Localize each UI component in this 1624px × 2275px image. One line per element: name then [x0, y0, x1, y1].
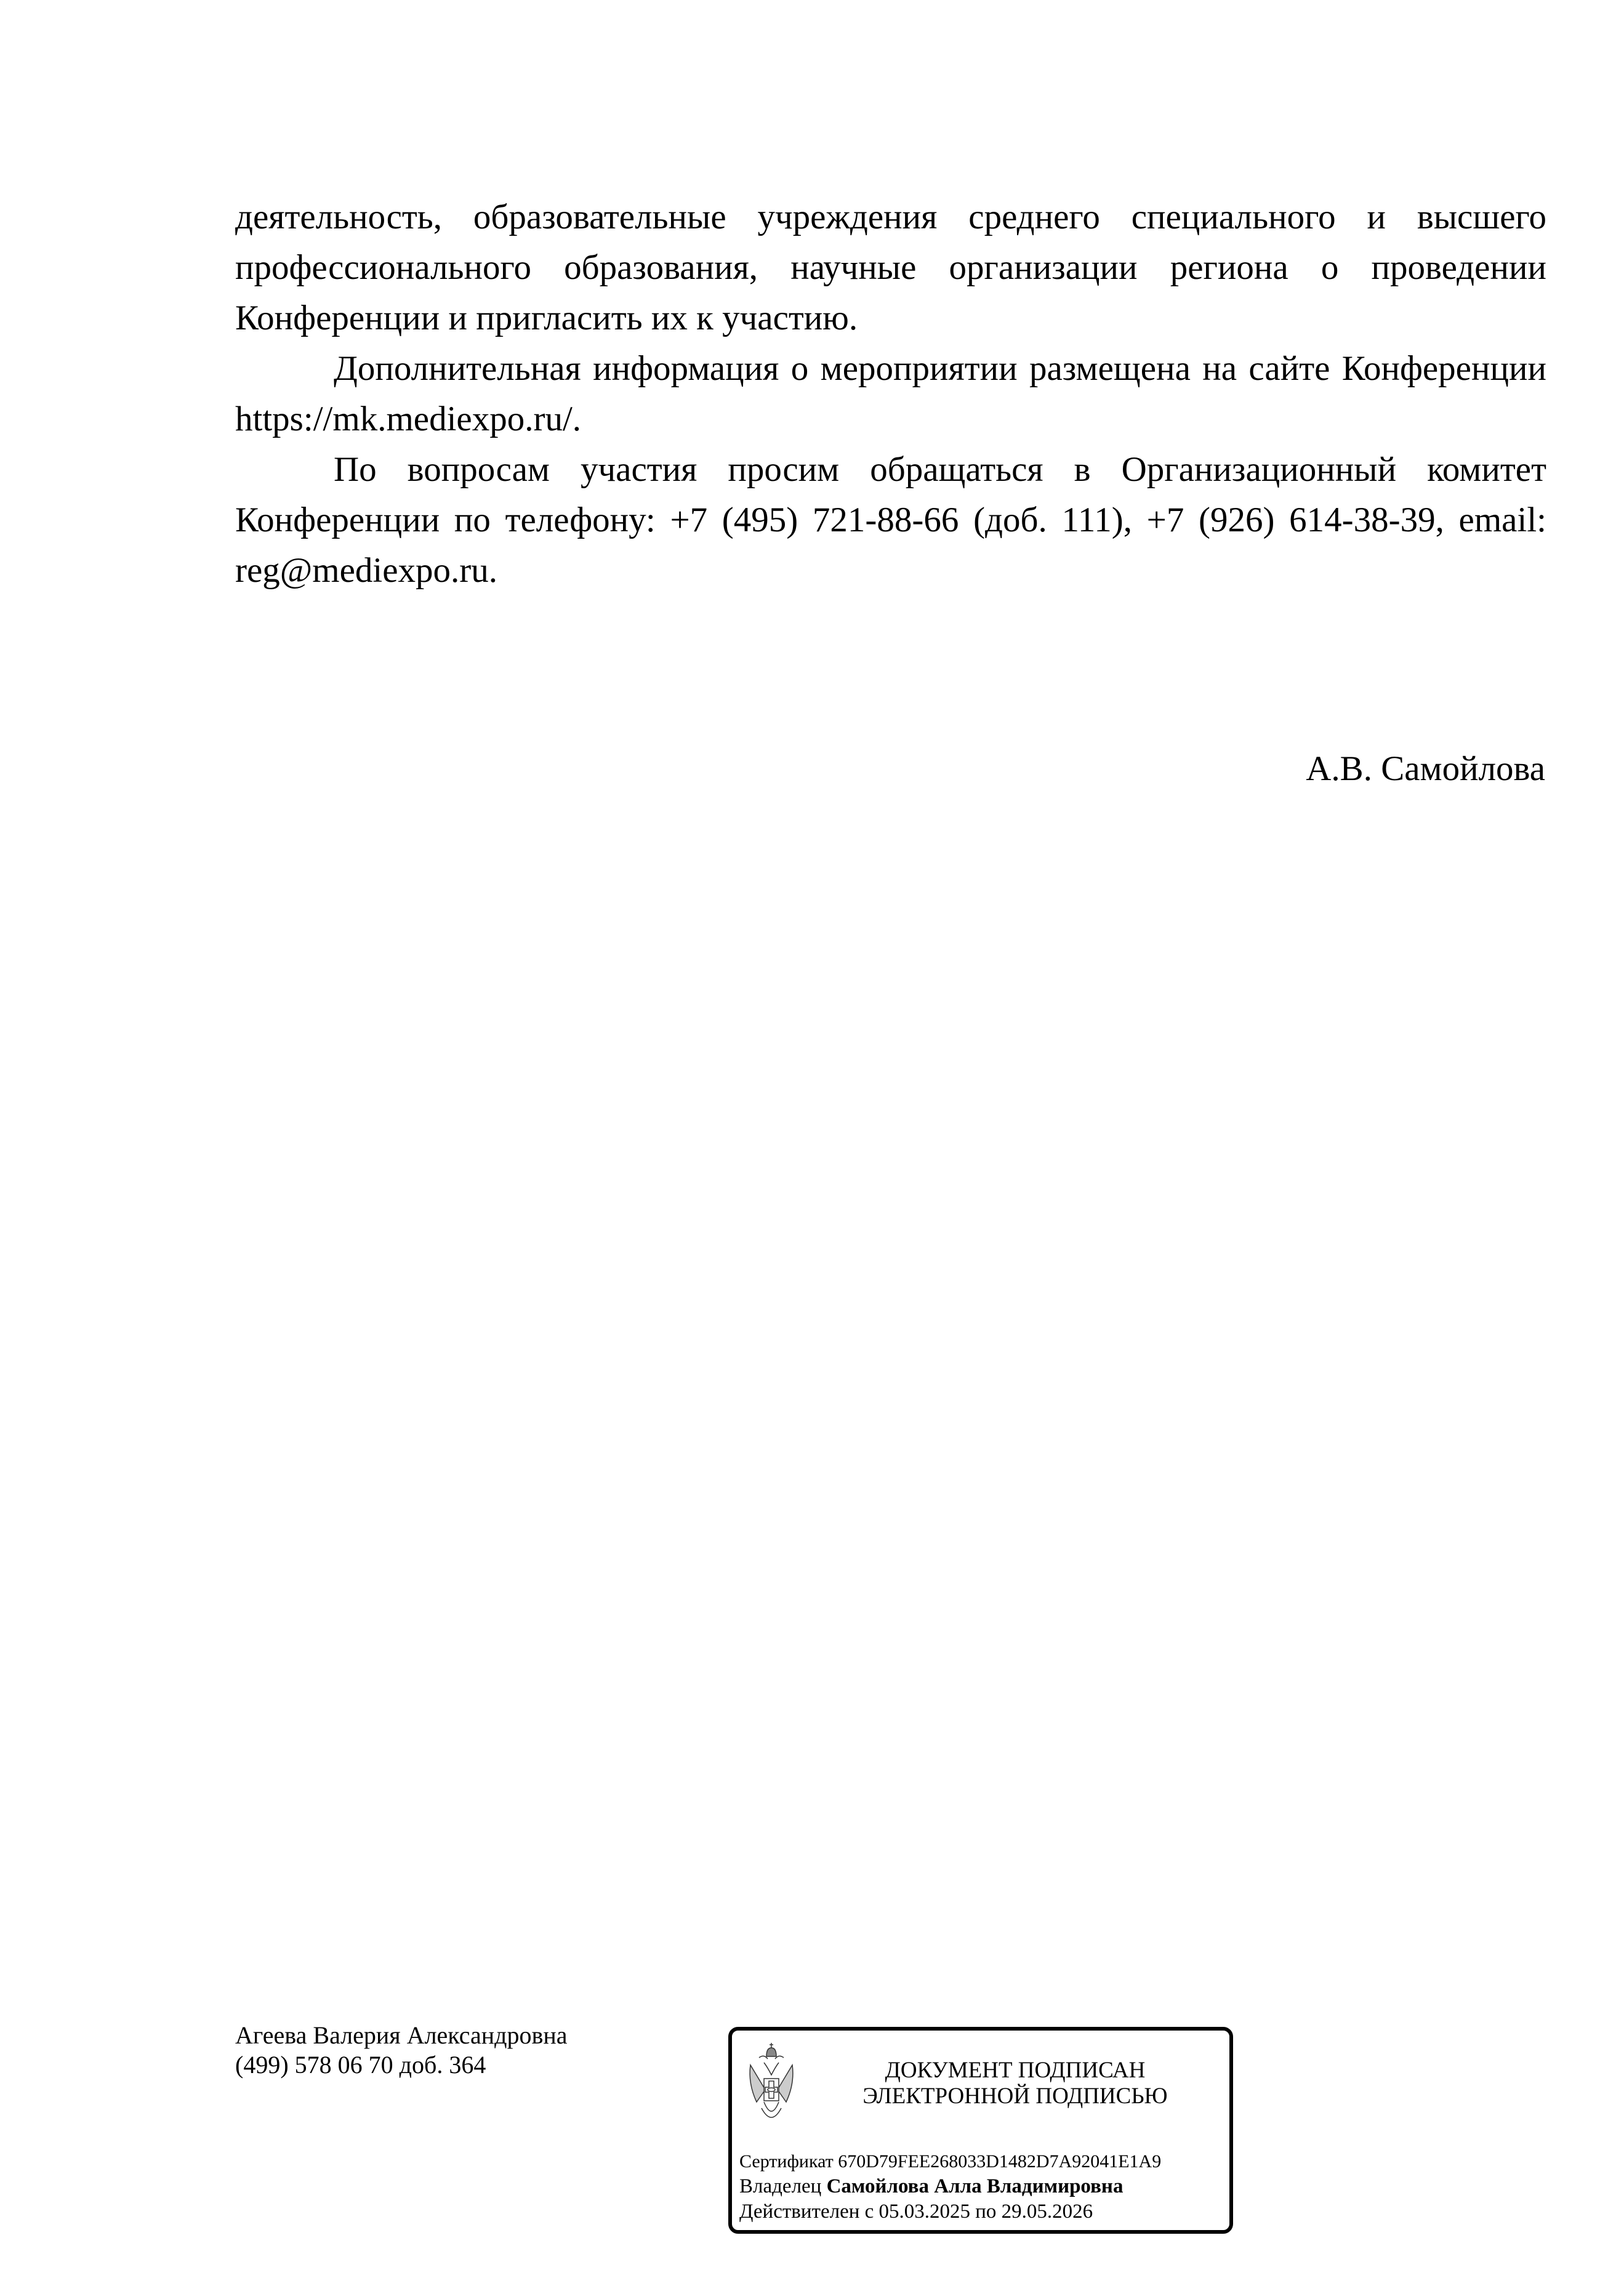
stamp-title: ДОКУМЕНТ ПОДПИСАН ЭЛЕКТРОННОЙ ПОДПИСЬЮ	[862, 2058, 1168, 2109]
executor-name: Агеева Валерия Александровна	[235, 2021, 568, 2049]
owner-name: Самойлова Алла Владимировна	[826, 2175, 1124, 2197]
coat-of-arms-icon	[747, 2040, 796, 2133]
paragraph-contact-info: По вопросам участия просим обращаться в Организационный комитет Конференции по телефону: +7 (495) 721-88-66 (доб. 111), +7 (926) 614-38-39, email: reg@mediexpo.ru.	[235, 450, 1546, 590]
executor-phone: (499) 578 06 70 доб. 364	[235, 2051, 486, 2079]
signer-name: А.В. Самойлова	[1306, 749, 1545, 788]
certificate-line: Сертификат 670D79FEE268033D1482D7A92041E1A9	[739, 2151, 1162, 2172]
paragraph-website-info: Дополнительная информация о мероприятии размещена на сайте Конференции https://mk.mediexpo.ru/.	[235, 349, 1546, 438]
letter-body	[235, 192, 1546, 596]
paragraph-continuation: деятельность, образовательные учреждения среднего специального и высшего профессионального образования, научные организации региона о проведении Конференции и пригласить их к участию.	[235, 198, 1546, 337]
executor-block	[235, 2021, 568, 2080]
validity-line: Действителен с 05.03.2025 по 29.05.2026	[739, 2201, 1093, 2223]
electronic-signature-stamp	[728, 2027, 1233, 2234]
certificate-number: 670D79FEE268033D1482D7A92041E1A9	[838, 2151, 1162, 2172]
owner-line: Владелец Самойлова Алла Владимировна	[739, 2175, 1124, 2197]
stamp-details	[739, 2149, 1161, 2225]
